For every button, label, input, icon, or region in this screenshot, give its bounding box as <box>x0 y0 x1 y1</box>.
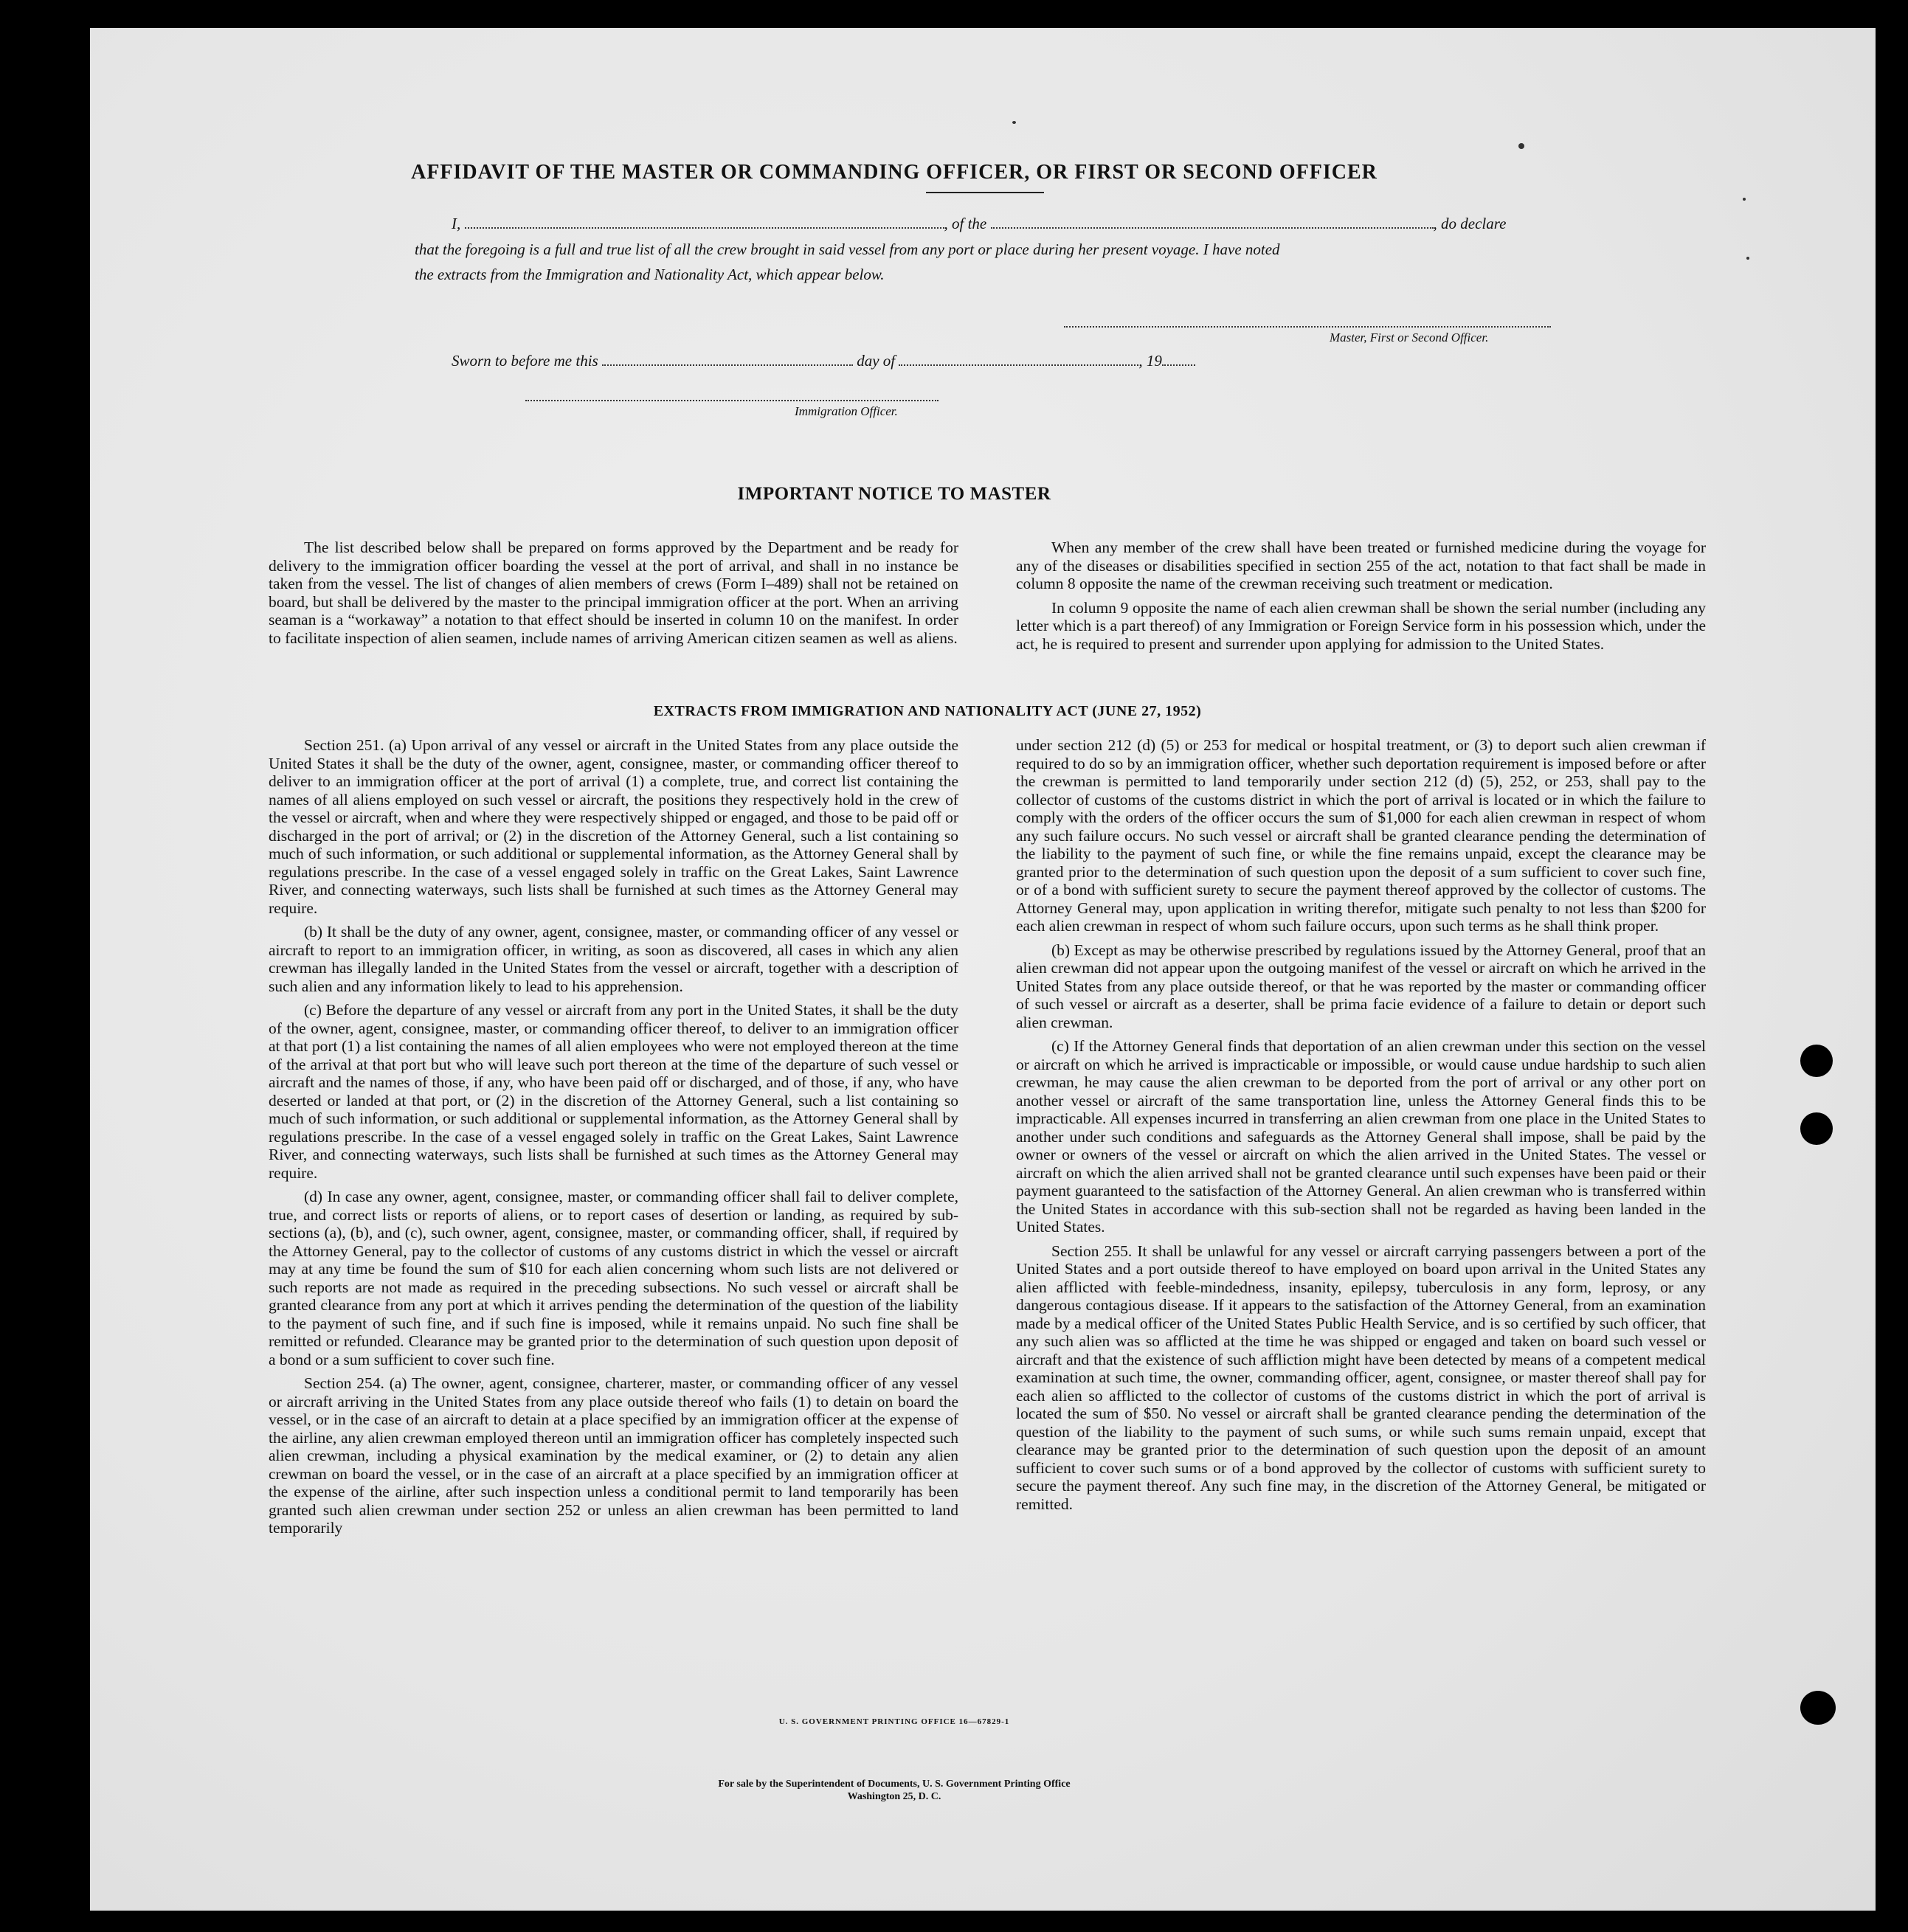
declaration-line-2: that the foregoing is a full and true list of all the crew brought in said vessel from any port or place during her present voyage. I have noted <box>415 240 1280 258</box>
section-255: Section 255. It shall be unlawful for any vessel or aircraft carrying passengers between a port of the United States and a port outside thereof to have employed on board upon arrival in the United States any alien afflicted with feeble-mindedness, insanity, epilepsy, tuberculosis in any form, leprosy, or any dangerous contagious disease. If it appears to the satisfaction of the Attorney General, from an examination made by a medical officer of the United States Public Health Service, and is so certified by such officer, that any such alien was so afflicted at the time he was shipped or engaged and taken on board such vessel or aircraft and that the existence of such affliction might have been detected by means of a competent medical examination at such time, the owner, commanding officer, agent, consignee, or master thereof shall pay for each alien so afflicted to the collector of customs of the customs district in which the port of arrival is located the sum of $50. No vessel or aircraft shall be granted clearance pending the determination of the question of the liability to the payment of such sums, or while such sums remain unpaid, except that clearance may be granted prior to the determination of such question upon the deposit of an amount sufficient to cover such sums or of a bond approved by the collector of customs with sufficient surety to secure the payment thereof. Any such fine may, in the discretion of the Attorney General, be mitigated or remitted. <box>1016 1242 1706 1513</box>
notice-left-paragraph: The list described below shall be prepared on forms approved by the Department and be ready for delivery to the immigration officer boarding the vessel at the port of arrival, and shall in no instance be taken from the vessel. The list of changes of alien members of crews (Form I–489) shall not be retained on board, but shall be delivered by the master to the principal immigration officer at the port. When an arriving seaman is a “workaway” a notation to that effect should be inserted in column 10 on the manifest. In order to facilitate inspection of alien seamen, include names of arriving American citizen seamen as well as aliens. <box>269 539 958 647</box>
immigration-officer-caption: Immigration Officer. <box>795 404 898 418</box>
notice-left-column <box>269 539 958 647</box>
immigration-officer-signature-line <box>525 400 939 401</box>
ink-speck <box>1012 121 1016 124</box>
printing-office-code: U. S. GOVERNMENT PRINTING OFFICE 16—67829-1 <box>778 1717 1010 1726</box>
section-254-a: Section 254. (a) The owner, agent, consignee, charterer, master, or commanding officer of any vessel or aircraft arriving in the United States from any place outside thereof who fails (1) to detain on board the vessel, or in the case of an aircraft to detain at a place specified by an immigration officer at the expense of the airline, any alien crewman employed thereon until an immigration officer has completely inspected such alien crewman, including a physical examination by the medical examiner, or (2) to detain any alien crewman on board the vessel, or in the case of an aircraft at a place specified by an immigration officer at the expense of the airline, after such inspection unless a conditional permit to land temporarily has been granted such alien crewman under section 252 or unless an alien crewman has been permitted to land temporarily <box>269 1374 958 1537</box>
ink-speck <box>1743 198 1746 201</box>
title-rule <box>926 192 1044 193</box>
year-blank <box>1162 351 1195 366</box>
section-251-d: (d) In case any owner, agent, consignee, master, or commanding officer shall fail to deliver complete, true, and correct lists or reports of aliens, or to report cases of desertion or landing, as required by sub-sections (a), (b), and (c), such owner, agent, consignee, master, or commanding officer, shall, if required by the Attorney General, pay to the collector of customs of any customs district in which the vessel or aircraft may at any time be found the sum of $10 for each alien concerning whom such lists are not delivered or such reports are not made as required in the preceding subsections. No such vessel or aircraft shall be granted clearance from any port at which it arrives pending the determination of the question of the liability to the payment of such fine, and if such fine is imposed, while it remains unpaid. No such fine shall be remitted or refunded. Clearance may be granted prior to the determination of such question upon deposit of a bond or a sum sufficient to cover such fine. <box>269 1188 958 1368</box>
decl-i: I, <box>452 215 461 232</box>
decl-do-declare: , do declare <box>1433 215 1507 232</box>
notice-right-paragraph-1: When any member of the crew shall have been treated or furnished medicine during the voyage for any of the diseases or disabilities specified in section 255 of the act, notation to that fact shall be made in column 8 opposite the name of the crewman receiving such treatment or medication. <box>1016 539 1706 592</box>
day-of-label: day of <box>857 352 896 370</box>
punch-hole <box>1800 1112 1833 1145</box>
section-254-c: (c) If the Attorney General finds that deportation of an alien crewman under this section on the vessel or aircraft on which he arrived is impracticable or impossible, or would cause undue hardship to such alien crewman, he may cause the alien crewman to be deported from the port of arrival or any other port on another vessel or aircraft of the same transportation line, unless the Attorney General finds this to be impracticable. All expenses incurred in transferring an alien crewman from one place in the United States to another under such conditions and safeguards as the Attorney General shall impose, shall be paid by the owner or owners of the vessel or aircraft on which the alien arrived in the United States. The vessel or aircraft on which the alien arrived shall not be granted clearance until such expenses have been paid or their payment guaranteed to the satisfaction of the Attorney General. An alien crewman who is transferred within the United States in accordance with this sub-section shall not be regarded as having been landed in the United States. <box>1016 1037 1706 1236</box>
notice-title: IMPORTANT NOTICE TO MASTER <box>737 484 1051 504</box>
master-signature-line <box>1064 326 1551 328</box>
name-blank <box>465 214 944 229</box>
notice-right-paragraph-2: In column 9 opposite the name of each alien crewman shall be shown the serial number (including any letter which is a part thereof) of any Immigration or Foreign Service form in his possession which, under the act, he is required to present and surrender upon applying for admission to the United States. <box>1016 598 1706 653</box>
ink-speck <box>1746 257 1749 260</box>
extracts-title: EXTRACTS FROM IMMIGRATION AND NATIONALITY ACT (JUNE 27, 1952) <box>653 703 1202 719</box>
sworn-label: Sworn to before me this <box>452 352 598 370</box>
declaration-line-3: the extracts from the Immigration and Nationality Act, which appear below. <box>415 266 885 283</box>
extracts-left-column <box>269 736 958 1537</box>
section-251-b: (b) It shall be the duty of any owner, agent, consignee, master, or commanding officer of any vessel or aircraft to report to an immigration officer, in writing, as soon as discovered, all cases in which any alien crewman has illegally landed in the United States from the vessel or aircraft, together with a description of such alien and any information likely to lead to his apprehension. <box>269 923 958 995</box>
declaration-line-1 <box>452 214 1506 233</box>
footer-line-2: Washington 25, D. C. <box>847 1791 941 1802</box>
punch-hole <box>1800 1045 1833 1077</box>
punch-hole <box>1800 1691 1836 1725</box>
master-caption: Master, First or Second Officer. <box>1330 330 1489 344</box>
section-254-a-continued: under section 212 (d) (5) or 253 for medical or hospital treatment, or (3) to deport such alien crewman if required to do so by an immigration officer, whether such deportation requirement is imposed before or after the crewman is permitted to land temporarily under section 212 (d) (5), 252, or 253, shall pay to the collector of customs of the customs district in which the port of arrival is located or in which the failure to comply with the orders of the officer occurs the sum of $1,000 for each alien crewman in respect of whom any such failure occurs. No such vessel or aircraft shall be granted clearance pending the determination of the liability to the payment of such fine, or while the fine remains unpaid, except the clearance may be granted prior to the determination of such question upon the deposit of a sum sufficient to cover such fine, or of a bond with sufficient surety to secure the payment thereof approved by the collector of customs. The Attorney General may, upon application in writing therefor, mitigate such penalty to not less than $200 for each alien crewman in respect of whom such failure occurs, upon such terms as he shall think proper. <box>1016 736 1706 935</box>
sale-footer <box>90 1778 1698 1803</box>
decl-of-the: , of the <box>944 215 987 232</box>
extracts-right-column <box>1016 736 1706 1513</box>
section-251-a: Section 251. (a) Upon arrival of any vessel or aircraft in the United States from any place outside the United States it shall be the duty of the owner, agent, consignee, master, or commanding officer thereof to deliver to an immigration officer at the port of arrival (1) a complete, true, and correct list containing the names of all aliens employed on such vessel or aircraft, the positions they respectively hold in the crew of the vessel or aircraft, when and where they were respectively shipped or engaged, and those to be paid off or discharged in the port of arrival; or (2) in the discretion of the Attorney General, such a list containing so much of such information, or such additional or supplemental information, as the Attorney General shall by regulations prescribe. In the case of a vessel engaged solely in traffic on the Great Lakes, Saint Lawrence River, and connecting waterways, such lists shall be furnished at such times as the Attorney General may require. <box>269 736 958 917</box>
year-label: , 19 <box>1138 352 1162 370</box>
vessel-blank <box>991 214 1434 229</box>
affidavit-title: AFFIDAVIT OF THE MASTER OR COMMANDING OFFICER, OR FIRST OR SECOND OFFICER <box>411 161 1378 184</box>
notice-right-column <box>1016 539 1706 653</box>
sworn-day-blank <box>602 351 853 366</box>
section-254-b: (b) Except as may be otherwise prescribed by regulations issued by the Attorney General, proof that an alien crewman did not appear upon the outgoing manifest of the vessel or aircraft on which he arrived in the United States from any place outside thereof, or that he was reported by the master or commanding officer of such vessel or aircraft as a deserter, shall be prima facie evidence of a failure to detain or deport such alien crewman. <box>1016 941 1706 1031</box>
month-blank <box>899 351 1138 366</box>
sworn-line <box>452 351 1195 370</box>
section-251-c: (c) Before the departure of any vessel or aircraft from any port in the United States, it shall be the duty of the owner, agent, consignee, master, or commanding officer thereof, to deliver to an immigration officer at that port (1) a list containing the names of all alien employees who were not employed thereon at the time of the arrival at that port but who will leave such port thereon at the time of the departure of such vessel or aircraft and the names of those, if any, who have been paid off or discharged, and of those, if any, who have deserted or landed at that port, or (2) in the discretion of the Attorney General, such a list containing so much of such information, or such additional or supplemental information, as the Attorney General shall by regulations prescribe. In the case of a vessel engaged solely in traffic on the Great Lakes, Saint Lawrence River, and connecting waterways, such lists shall be furnished at such times as the Attorney General may require. <box>269 1001 958 1182</box>
footer-line-1: For sale by the Superintendent of Documents, U. S. Government Printing Office <box>718 1779 1071 1790</box>
document-page <box>90 28 1876 1911</box>
ink-speck <box>1518 143 1524 149</box>
